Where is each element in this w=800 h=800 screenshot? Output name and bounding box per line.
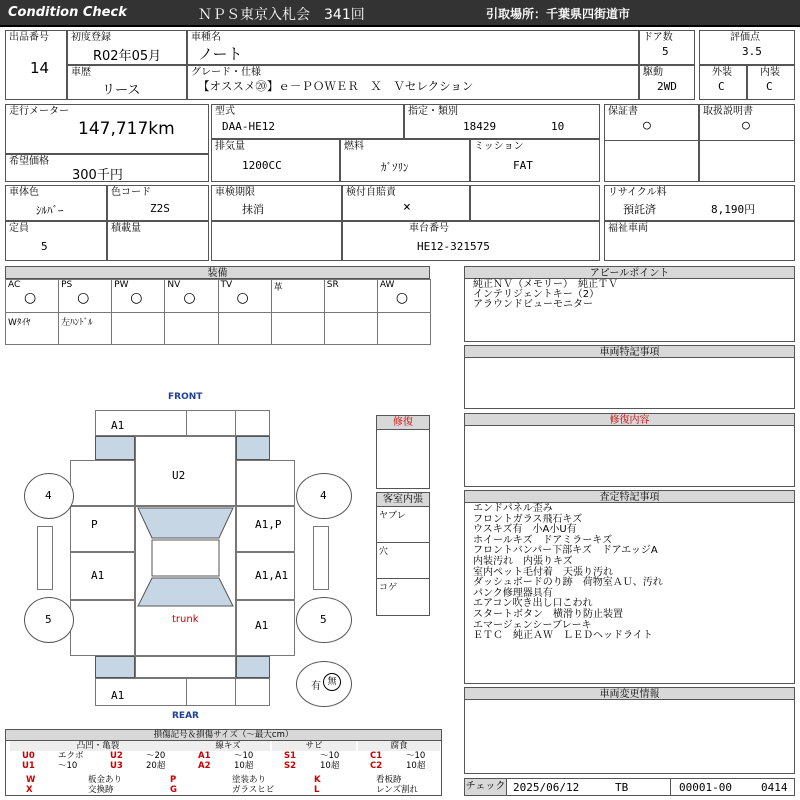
legend-header: 腐食 [358,741,440,751]
equipment-label: NV [167,280,181,290]
inspector-note-line: パンク修理器具有 [473,587,553,599]
equipment-label: PS [61,280,73,290]
equipment-label: PW [114,280,129,290]
fender-fr-corner [236,436,270,460]
equipment-cell [5,279,59,313]
equipment-mark: ○ [236,290,249,306]
hood-panel [135,436,236,506]
model-box [211,104,404,139]
legend-text: 10超 [406,761,426,771]
score-value: 3.5 [742,45,762,58]
mileage-value: 147,717km [78,119,175,139]
check-date: 2025/06/12 [513,781,580,794]
legend-text: ～10 [234,751,254,761]
color-label: 車体色 [9,187,39,198]
legend-code: U1 [22,761,35,771]
mission-label: ミッション [474,141,524,152]
legend-text-2: レンズ割れ [376,785,419,795]
doors-value: 5 [662,45,669,58]
equipment-cell [111,279,165,313]
cabin-cell-1 [377,507,429,543]
legend-text: 10超 [320,761,340,771]
header-bar [0,0,800,27]
equipment-mark: ○ [130,290,143,306]
rear-corner-left [95,656,135,678]
warranty-divider [605,140,698,141]
legend-code-2: W [26,775,36,785]
score-label: 評価点 [730,32,760,43]
warranty-label: 保証書 [608,106,638,117]
legend-code-2: K [314,775,321,785]
grade-label: グレード・仕様 [191,67,261,78]
equipment-mark: ○ [183,290,196,306]
legend-header: 凸凹・亀裂 [10,741,186,751]
color-box [5,185,107,221]
grade-box [187,65,639,100]
liability-value: × [403,200,411,215]
doc-number-2: 0414 [761,781,788,794]
lot-label: 出品番号 [9,32,49,43]
colorcode-value: Z2S [150,202,170,215]
special-title: 車両特記事項 [464,345,795,358]
inspection-label: 車検期限 [215,187,255,198]
inspection-box [211,185,342,221]
model-label: 型式 [215,106,235,117]
legend-text: 10超 [234,761,254,771]
mission-box [470,139,600,182]
legend-text-2: 板金あり [88,775,123,785]
mission-value: FAT [513,159,533,172]
model-value: DAA-HE12 [222,120,275,133]
cabin-glass [135,506,236,656]
legend-text-2: ガラスヒビ [232,785,275,795]
legend-code: S1 [284,751,297,761]
inspector-note-line: 室内ペット毛付着 天張り汚れ [473,566,613,578]
inspector-note-line: ＥＴＣ 純正ＡＷ ＬＥＤヘッドライト [473,630,653,642]
colorcode-box [107,185,209,221]
rear-label: REAR [172,711,199,721]
manual-value: ○ [742,118,750,133]
drive-box [639,65,695,100]
repair-detail-title: 修復内容 [464,413,795,426]
equipment-label: AW [379,280,395,290]
legend-code: A1 [198,751,211,761]
equipment-cell [324,279,378,313]
cabin-title: 客室内張 [377,493,429,507]
interior-label: 内装 [760,67,780,78]
inspector-note-line: ホイールキズ ドアミラーキズ [473,534,613,546]
capacity-label: 定員 [9,223,29,234]
right-side-mirror [313,526,329,590]
equipment-cell [164,279,218,313]
price-label: 希望価格 [9,156,49,167]
equipment-cell-row2 [164,312,218,345]
chassis-label: 車台番号 [409,223,449,234]
liability-label: 検付自賠責 [346,187,396,198]
equipment-label: 革 [273,283,283,293]
legend-text: エクボ [58,751,84,761]
drive-label: 駆動 [643,67,663,78]
first-reg-box [67,30,187,65]
spare-mark-text: 無 [327,677,337,687]
legend-text: ～10 [58,761,78,771]
inspector-note-line: エンドパネル歪み [473,503,553,514]
equipment-cell-row2 [377,312,431,345]
equipment-cell-row2 [111,312,165,345]
spare-label: 有 [311,681,321,692]
appeal-box [464,266,795,342]
legend-code: U0 [22,751,35,761]
price-box [5,154,209,182]
fender-fl-corner [95,436,135,460]
left-front-door [70,506,135,552]
blank-box-2 [211,221,342,261]
capacity-value: 5 [41,240,48,253]
rear-gate-panel [135,656,236,678]
appeal-line-3: アラウンドビューモニター [473,299,593,310]
equipment-label-row2: 左ﾊﾝﾄﾞﾙ [61,318,93,328]
welfare-label: 福祉車両 [608,223,648,234]
legend-text: ～10 [406,751,426,761]
load-label: 積載量 [111,223,141,234]
legend-box [5,729,442,796]
equipment-cell-row2 [58,312,112,345]
mark-rear-bottom: A1 [111,689,125,702]
doors-box [639,30,695,65]
mileage-label: 走行メーター [9,106,69,117]
change-info-box [464,687,795,774]
type-value-1: 18429 [463,120,497,133]
cabin-box [376,492,430,616]
legend-code: U2 [110,751,123,761]
equipment-cell-row2 [324,312,378,345]
appeal-title: アピールポイント [464,266,795,279]
drive-value: 2WD [657,80,677,93]
equipment-cell [58,279,112,313]
left-side-mirror [37,526,53,590]
chassis-value: HE12-321575 [417,240,490,253]
equipment-label-row2: Wﾀｲﾔ [8,318,31,328]
cabin-item-3: コゲ [379,583,398,593]
footer-divider [670,779,671,795]
price-value: 300千円 [72,168,123,183]
inspector-note-line: スタートボタン 横滑り防止装置 [473,609,623,620]
exterior-value: C [718,80,725,93]
car-name-box [187,30,639,65]
brand-title: Condition Check [8,5,127,20]
legend-code-2: G [170,785,177,795]
manual-box [699,104,795,182]
inspector-note-line: ダッシュボードのり跡 荷物室ＡＵ、汚れ [473,577,663,589]
doors-label: ドア数 [643,32,673,43]
equipment-title: 装備 [5,266,430,279]
left-rear-quarter [70,600,135,656]
mark-right-quarter: A1 [255,619,269,632]
legend-code: U3 [110,761,123,771]
recycle-value-2: 8,190円 [711,203,756,216]
change-info-title: 車両変更情報 [464,687,795,700]
warranty-box [604,104,699,182]
recycle-label: リサイクル料 [608,187,667,198]
legend-title: 損傷記号＆損傷サイズ（～最大cm） [6,730,441,741]
repair-detail-box [464,413,795,487]
displacement-value: 1200CC [242,159,282,172]
auction-title: ＮＰＳ東京入札会 341回 [198,7,365,23]
equipment-cell [377,279,431,313]
fuel-value: ｶﾞｿﾘﾝ [381,161,409,174]
mileage-box [5,104,209,154]
equipment-cell [271,279,325,313]
cabin-item-2: 穴 [379,547,389,557]
appeal-line-1: 純正ＮＶ（メモリー） 純正ＴＶ [473,279,618,290]
mark-hood: U2 [172,469,186,482]
manual-label: 取扱説明書 [703,106,753,117]
inspector-note-line: フロントバンパー下部キズ ドアエッジA [473,545,658,557]
chassis-box [342,221,600,261]
exterior-label: 外装 [712,67,732,78]
legend-text: ～10 [320,751,340,761]
recycle-box [604,185,795,221]
fuel-label: 燃料 [344,141,364,152]
legend-code: C1 [370,751,383,761]
interior-box [747,65,795,100]
equipment-cell-row2 [271,312,325,345]
inspector-note-line: フロントガラス飛石キズ [473,513,583,525]
type-label: 指定・類別 [408,106,458,117]
rear-corner-right [236,656,270,678]
displacement-label: 排気量 [215,141,245,152]
legend-header: サビ [272,741,356,751]
displacement-box [211,139,340,182]
first-reg-value: R02年05月 [93,49,162,64]
legend-text: 20超 [146,761,166,771]
score-box [699,30,795,65]
repair-box [376,415,430,489]
spare-mark [323,673,341,691]
pickup-location: 引取場所：千葉県四街道市 [486,7,631,21]
equipment-label: TV [220,280,233,290]
car-name-label: 車種名 [191,32,221,43]
first-reg-label: 初度登録 [71,32,111,43]
legend-text: ～20 [146,751,166,761]
inspection-value: 抹消 [242,203,264,216]
cabin-cell-2 [377,543,429,579]
mark-left-front-door: P [91,518,98,531]
mark-tire-rl: 5 [45,613,52,626]
legend-text-2: 看板跡 [376,775,402,785]
equipment-mark: ○ [24,290,37,306]
mark-front-top: A1 [111,419,125,432]
recycle-value-1: 預託済 [623,203,656,216]
check-by: TB [615,781,629,794]
trunk-label: trunk [172,614,199,625]
equipment-label: AC [8,280,21,290]
inspector-notes-title: 査定特記事項 [464,490,795,503]
mark-tire-rr: 5 [320,613,327,626]
exterior-box [699,65,747,100]
type-box [404,104,600,139]
history-label: 車歴 [71,67,91,78]
equipment-cell [218,279,272,313]
mark-right-rear-door: A1,A1 [255,569,289,582]
equipment-mark: ○ [77,290,90,306]
grade-value: 【オススメ⑳】ｅ－ＰＯＷＥＲ Ｘ Ｖセレクション [198,79,474,93]
inspector-note-line: 内装汚れ 内張りキズ [473,556,573,567]
inspector-note-line: エアコン吹き出し口こわれ [473,598,593,610]
right-front-fender [236,460,295,506]
mark-tire-fl: 4 [45,489,52,502]
front-label: FRONT [168,392,203,402]
mark-left-rear-door: A1 [91,569,105,582]
special-box [464,345,795,409]
manual-divider [700,140,794,141]
mark-tire-fr: 4 [320,489,327,502]
colorcode-label: 色コード [111,187,151,198]
inspector-note-line: ウスキズ有 小A小U有 [473,524,577,536]
legend-code-2: P [170,775,177,785]
interior-value: C [766,80,773,93]
liability-box [342,185,470,221]
welfare-box [604,221,795,261]
mark-right-front-door: A1,P [255,518,282,531]
inspector-notes-box [464,490,795,684]
repair-title: 修復 [377,416,429,430]
front-bumper-right [186,410,236,436]
legend-text-2: 塗装あり [232,775,267,785]
car-name-value: ノート [198,45,243,63]
legend-code: S2 [284,761,297,771]
history-value: リース [102,83,141,98]
inspector-note-line: エマージェンシーブレーキ [473,619,592,631]
legend-code: A2 [198,761,211,771]
equipment-grid [5,279,430,345]
color-value: ｼﾙﾊﾞｰ [36,204,64,217]
rear-bumper-right [186,678,236,706]
warranty-value: ○ [643,118,651,133]
fuel-box [340,139,470,182]
type-value-2: 10 [551,120,565,133]
check-label: チェック [465,779,507,795]
blank-box-1 [470,185,600,221]
equipment-label: SR [326,280,339,290]
load-box [107,221,209,261]
legend-code: C2 [370,761,383,771]
cabin-item-1: ヤブレ [379,511,406,521]
equipment-cell-row2 [5,312,59,345]
legend-code-2: L [314,785,320,795]
lot-value: 14 [30,59,50,77]
legend-code-2: X [26,785,33,795]
doc-number: 00001-00 [679,781,732,794]
footer-bar [464,778,795,796]
left-front-fender [70,460,135,506]
cabin-cell-3 [377,579,429,615]
history-box [67,65,187,100]
appeal-line-2: インテリジェントキー（2） [473,289,600,300]
equipment-cell-row2 [218,312,272,345]
legend-text-2: 交換跡 [88,785,114,795]
capacity-box [5,221,107,261]
equipment-mark: ○ [395,290,409,306]
legend-header: 線キズ [186,741,270,751]
lot-box [5,30,67,100]
